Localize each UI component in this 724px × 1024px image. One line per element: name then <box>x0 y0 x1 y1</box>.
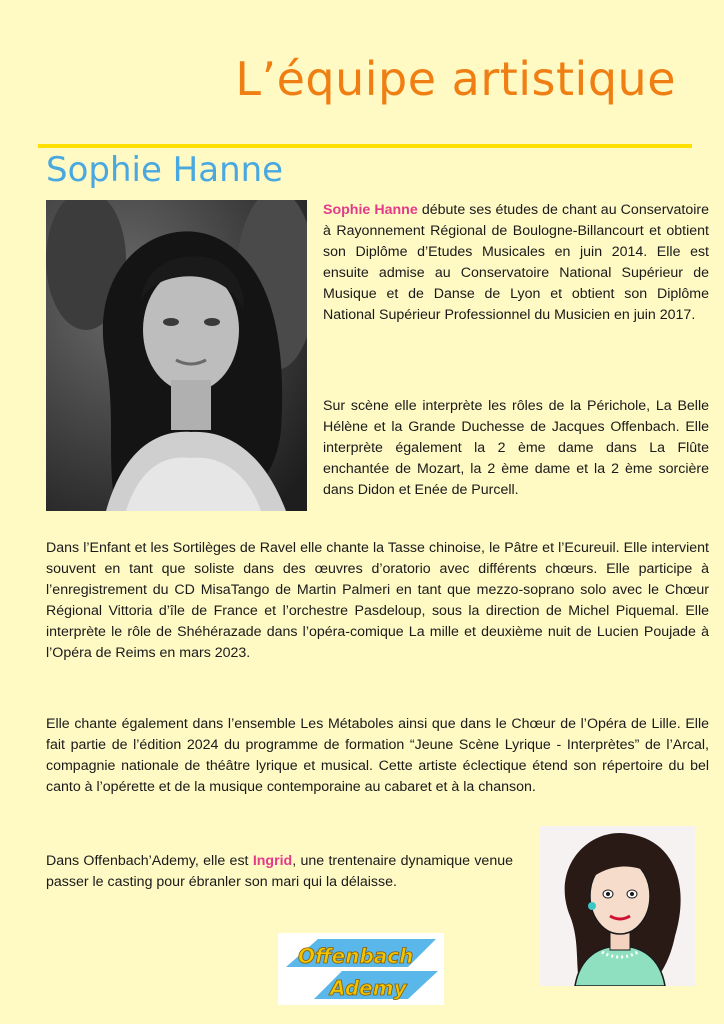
role-text-after: , une trentenaire dynamique venue passer le casting pour ébranler son mari qui la délaisse. <box>46 853 513 890</box>
bio-paragraph-4: Elle chante également dans l’ensemble Les Métaboles ainsi que dans le Chœur de l’Opéra de Lille. Elle fait partie de l’édition 2024 du programme de formation “Jeune Scène Lyrique - Interprètes” de l’Arcal, compagnie nationale de théâtre lyrique et musical. Cette artiste éclectique étend son répertoire du bel canto à l’opérette et de la musique contemporaine au cabaret et à la chanson. <box>46 716 709 795</box>
page-title: L’équipe artistique <box>235 52 676 106</box>
character-cartoon-illustration <box>540 826 695 986</box>
role-text-before: Dans Offenbach’Ademy, elle est <box>46 853 253 869</box>
artist-name-heading: Sophie Hanne <box>46 150 284 190</box>
role-name-highlight: Ingrid <box>252 853 293 869</box>
bio-paragraph-2: Sur scène elle interprète les rôles de la Périchole, La Belle Hélène et la Grande Duchesse de Jacques Offenbach. Elle interprète également la 2 ème dame dans La Flûte enchantée de Mozart, la 2 ème dame et la 2 ème sorcière dans Didon et Enée de Purcell. <box>323 398 709 498</box>
artist-portrait-photo <box>46 200 307 511</box>
bio-paragraph-1-text: débute ses études de chant au Conservatoire à Rayonnement Régional de Boulogne-Billancourt et obtient son Diplôme d’Etudes Musicales en juin 2014. Elle est ensuite admise au Conservatoire National Supérieur de Musique et de Danse de Lyon et obtient son Diplôme National Supérieur Professionnel du Musicien en juin 2017. <box>323 202 709 323</box>
role-description <box>46 851 513 893</box>
bio-paragraph-1 <box>323 200 709 326</box>
offenbach-ademy-logo <box>278 933 444 1005</box>
svg-text:Ademy: Ademy <box>330 976 407 1000</box>
svg-text:Offenbach: Offenbach <box>298 944 414 968</box>
artist-name-highlight: Sophie Hanne <box>323 202 418 218</box>
title-divider <box>38 144 692 148</box>
bio-paragraph-3: Dans l’Enfant et les Sortilèges de Ravel elle chante la Tasse chinoise, le Pâtre et l’Ecureuil. Elle intervient souvent en tant que soliste dans des œuvres d’oratorio avec différents chœurs. Elle participe à l’enregistrement du CD MisaTango de Martin Palmeri en tant que mezzo-soprano solo avec le Chœur Régional Vittoria d’île de France et l’orchestre Pasdeloup, sous la direction de Michel Piquemal. Elle interprète le rôle de Shéhérazade dans l’opéra-comique La mille et deuxième nuit de Lucien Poujade à l’Opéra de Reims en mars 2023. <box>46 540 709 661</box>
